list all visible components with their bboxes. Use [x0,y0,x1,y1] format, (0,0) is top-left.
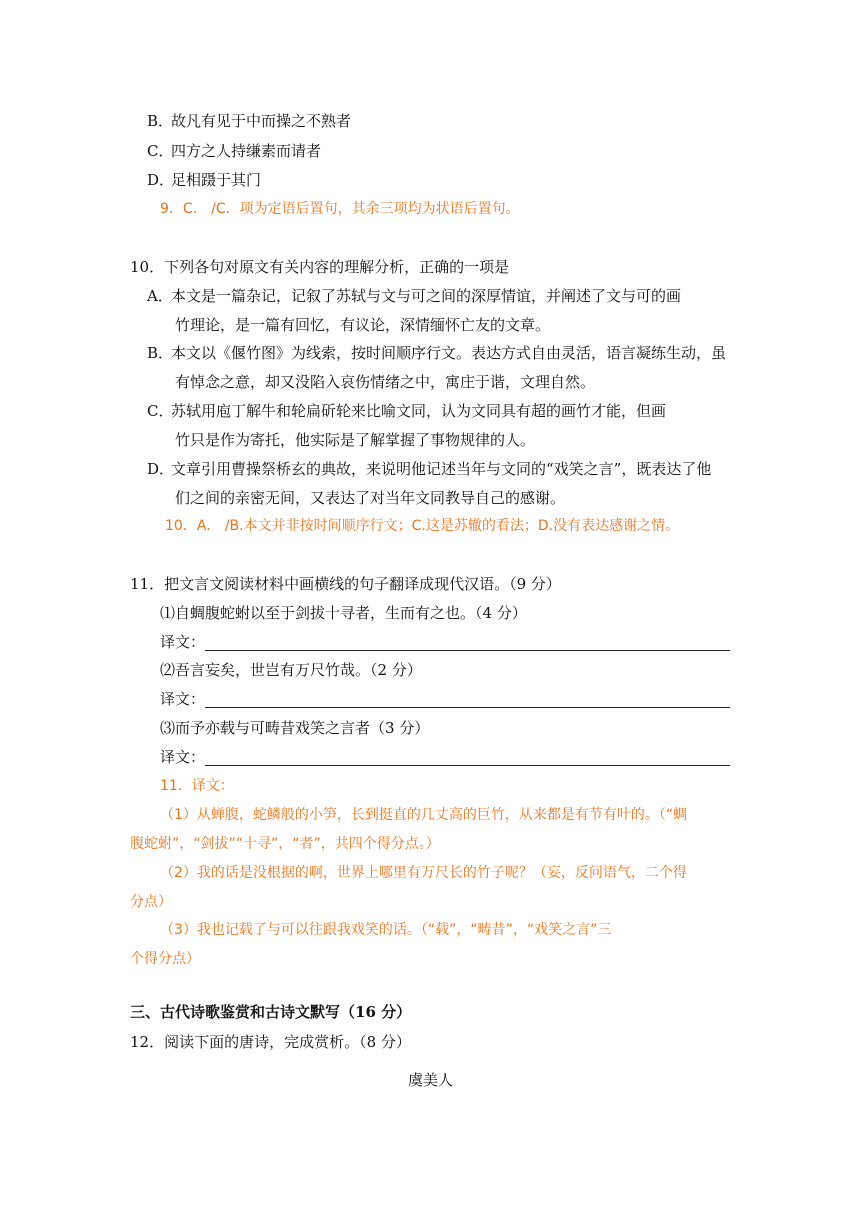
q10-option-c-line1 [147,401,666,421]
q11-item-2-answer-line[interactable] [205,707,730,708]
q10-option-c-line2: 竹只是作为寄托，他实际是了解掌握了事物规律的人。 [175,431,536,449]
q12-stem: 12．阅读下面的唐诗，完成赏析。（8 分） [130,1033,411,1051]
option-letter: D． [147,171,175,189]
q10-option-b-line1 [147,343,726,363]
q11-answer-line: （1）从蝉腹，蛇鳞般的小笋，长到挺直的几丈高的巨竹，从来都是有节有叶的。（“蜩 [160,807,688,823]
q11-answer-line: （3）我也记载了与可以往跟我戏笑的话。（“载”，“畴昔”，“戏笑之言”三 [160,922,612,938]
q11-item-2-label: 译文： [160,690,206,708]
q9-answer: 9．C． /C．项为定语后置句，其余三项均为状语后置句。 [160,201,520,217]
q10-option-d-line1 [147,459,711,479]
q10-option-a-line2: 竹理论，是一篇有回忆，有议论，深情缅怀亡友的文章。 [175,316,551,334]
q10-stem: 10．下列各句对原文有关内容的理解分析，正确的一项是 [130,258,510,276]
q11-answer-title: 11．译文： [160,778,234,794]
q11-item-1-prompt: ⑴自蜩腹蛇蚹以至于剑拔十寻者，生而有之也。（4 分） [160,604,527,622]
q10-option-d-line2: 们之间的亲密无间，又表达了对当年文同教导自己的感谢。 [175,489,566,507]
option-letter: A． [147,287,173,305]
q11-item-1-answer-line[interactable] [205,650,730,651]
option-text: 苏轼用庖丁解牛和轮扁斫轮来比喻文同，认为文同具有超的画竹才能，但画 [171,402,667,420]
poem-title: 虞美人 [408,1071,454,1089]
option-letter: C． [147,142,174,160]
q11-item-3-prompt: ⑶而予亦载与可畴昔戏笑之言者（3 分） [160,719,430,737]
q11-answer-line: （2）我的话是没根据的啊，世界上哪里有万尺长的竹子呢？（妄，反问语气，二个得 [160,865,687,881]
q10-option-a-line1 [147,286,681,306]
q10-option-b-line2: 有悼念之意，却又没陷入哀伤情绪之中，寓庄于谐，文理自然。 [175,373,596,391]
option-text: 本文以《偃竹图》为线索，按时间顺序行文。表达方式自由灵活，语言凝练生动，虽 [171,344,727,362]
option-text: 本文是一篇杂记，记叙了苏轼与文与可之间的深厚情谊，并阐述了文与可的画 [171,287,682,305]
q9-option-b [147,111,351,131]
option-text: 故凡有见于中而操之不熟者 [171,112,352,130]
q9-option-c [147,141,321,161]
q11-answer-line: 个得分点） [130,951,200,967]
q11-item-1-label: 译文： [160,633,206,651]
q11-item-3-answer-line[interactable] [205,765,730,766]
q11-item-3-label: 译文： [160,748,206,766]
option-letter: B． [147,112,174,130]
q11-stem: 11．把文言文阅读材料中画横线的句子翻译成现代汉语。（9 分） [130,575,561,593]
option-text: 四方之人持缣素而请者 [171,142,322,160]
option-letter: C． [147,402,174,420]
q9-option-d [147,170,261,190]
option-letter: B． [147,344,174,362]
q11-answer-line: 分点） [130,894,172,910]
q11-answer-line: 腹蛇蚹”，“剑拔”“十寻”，“者”，共四个得分点。） [130,836,440,852]
option-text: 足相蹑于其门 [171,171,262,189]
option-letter: D． [147,460,175,478]
q11-item-2-prompt: ⑵吾言妄矣，世岂有万尺竹哉。（2 分） [160,661,422,679]
section-3-title: 三、古代诗歌鉴赏和古诗文默写（16 分） [130,1003,412,1021]
option-text: 文章引用曹操祭桥玄的典故，来说明他记述当年与文同的“戏笑之言”，既表达了他 [171,460,712,478]
q10-answer: 10．A． /B.本文并非按时间顺序行文；C.这是苏辙的看法；D.没有表达感谢之情。 [165,518,680,534]
